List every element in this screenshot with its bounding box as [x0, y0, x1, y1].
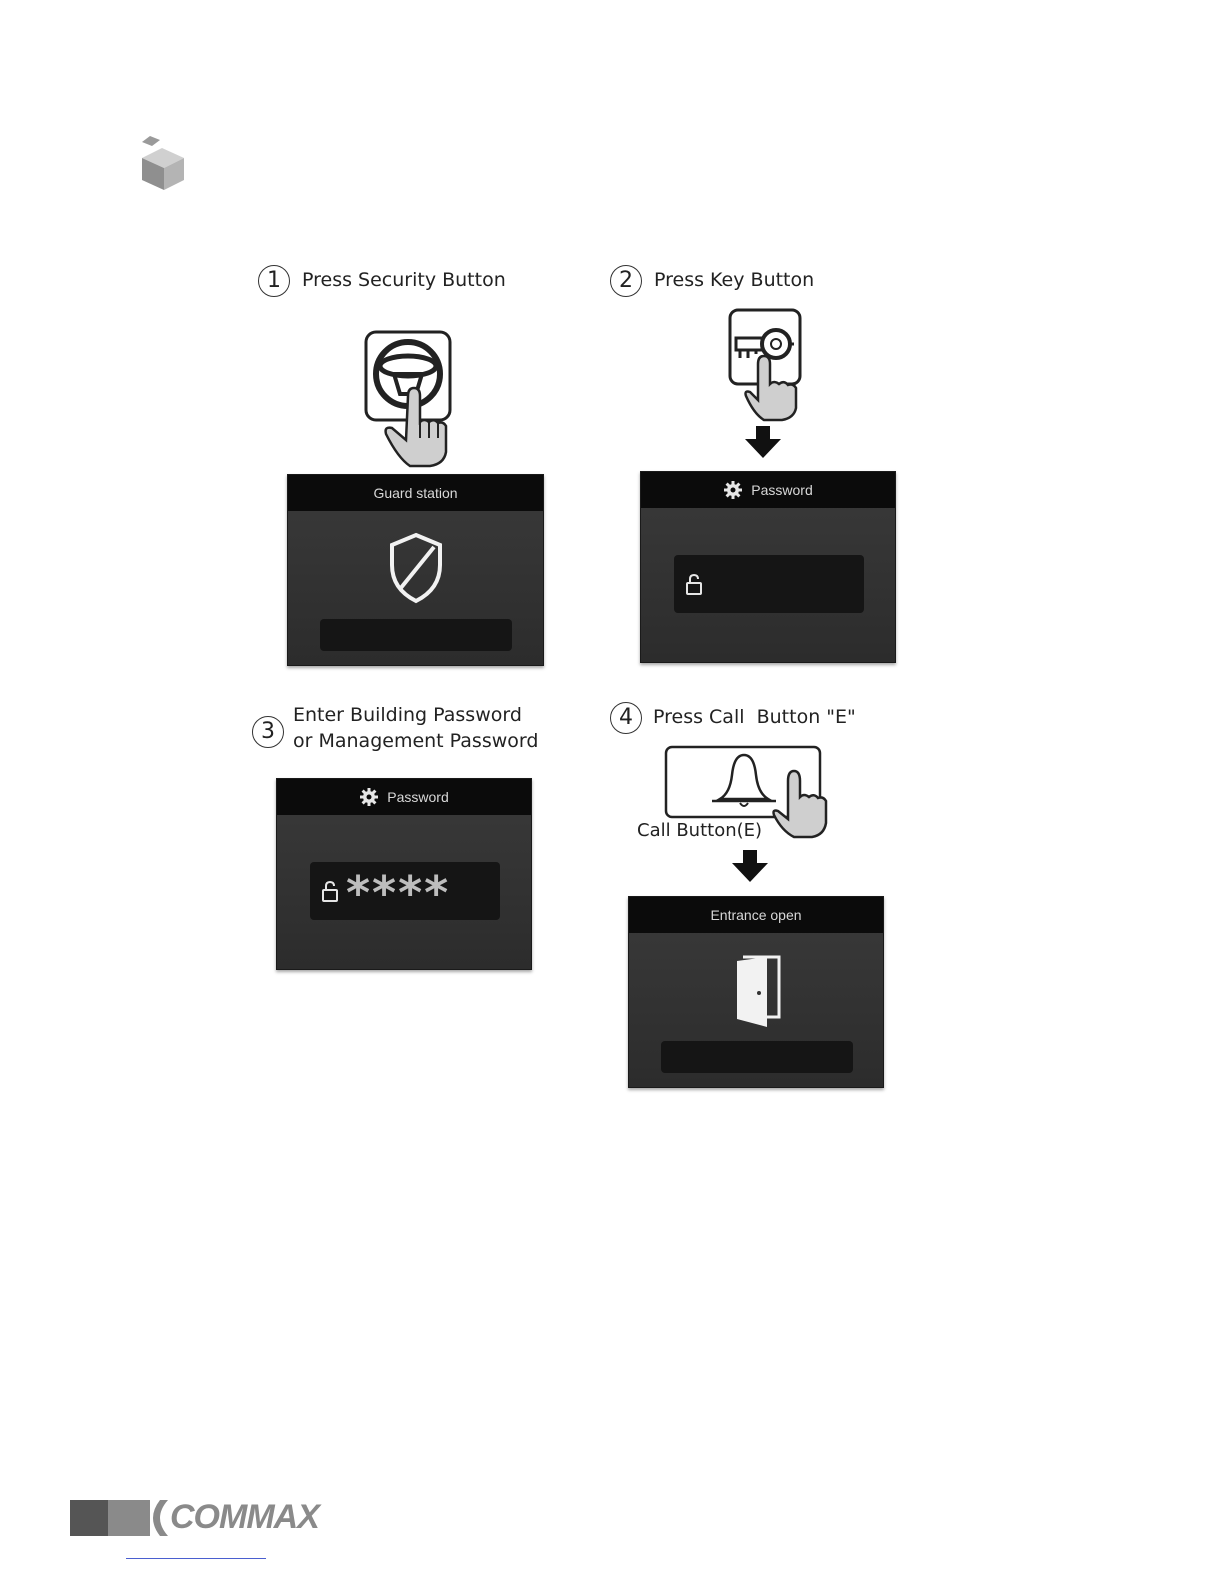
footer-underline — [126, 1558, 266, 1559]
step-1-number: 1 — [258, 265, 290, 297]
unlock-icon — [320, 880, 340, 904]
footer-block-mid — [108, 1500, 150, 1536]
password-screen-empty — [640, 471, 896, 663]
logo-swoosh-icon — [146, 1498, 172, 1538]
step-3-number: 3 — [252, 716, 284, 748]
guard-station-screen — [287, 474, 544, 666]
unlock-icon — [684, 573, 704, 597]
guard-status-bar — [320, 619, 512, 651]
arrow-down-icon — [730, 850, 770, 884]
password-title-bar-2 — [277, 779, 531, 815]
password-input-empty — [674, 555, 864, 613]
door-icon — [733, 953, 783, 1029]
password-input-filled — [310, 862, 500, 920]
step-4-number: 4 — [610, 702, 642, 734]
brand-logo: COMMAX — [170, 1498, 319, 1536]
arrow-down-icon — [743, 426, 783, 460]
step-1-label: Press Security Button — [302, 269, 506, 291]
call-button-label: Call Button(E) — [637, 820, 763, 841]
step-3-label-line1: Enter Building Password — [293, 704, 522, 726]
entrance-status-bar — [661, 1041, 853, 1073]
password-title-2: Password — [387, 789, 449, 805]
password-screen-filled — [276, 778, 532, 970]
footer-block-dark — [70, 1500, 108, 1536]
step-3-label-line2: or Management Password — [293, 730, 539, 752]
security-button-icon — [358, 326, 458, 471]
shield-icon — [386, 531, 446, 606]
gear-icon — [359, 787, 379, 807]
step-2-label: Press Key Button — [654, 269, 815, 291]
masked-password: **** — [346, 866, 451, 920]
step-2-number: 2 — [610, 265, 642, 297]
cube-icon — [138, 134, 188, 194]
password-title-bar — [641, 472, 895, 508]
step-4-label: Press Call Button "E" — [653, 706, 856, 728]
gear-icon — [723, 480, 743, 500]
password-title: Password — [751, 482, 813, 498]
key-button-icon — [722, 304, 812, 424]
entrance-open-title: Entrance open — [629, 897, 883, 933]
guard-station-title: Guard station — [288, 475, 543, 511]
entrance-open-screen — [628, 896, 884, 1088]
